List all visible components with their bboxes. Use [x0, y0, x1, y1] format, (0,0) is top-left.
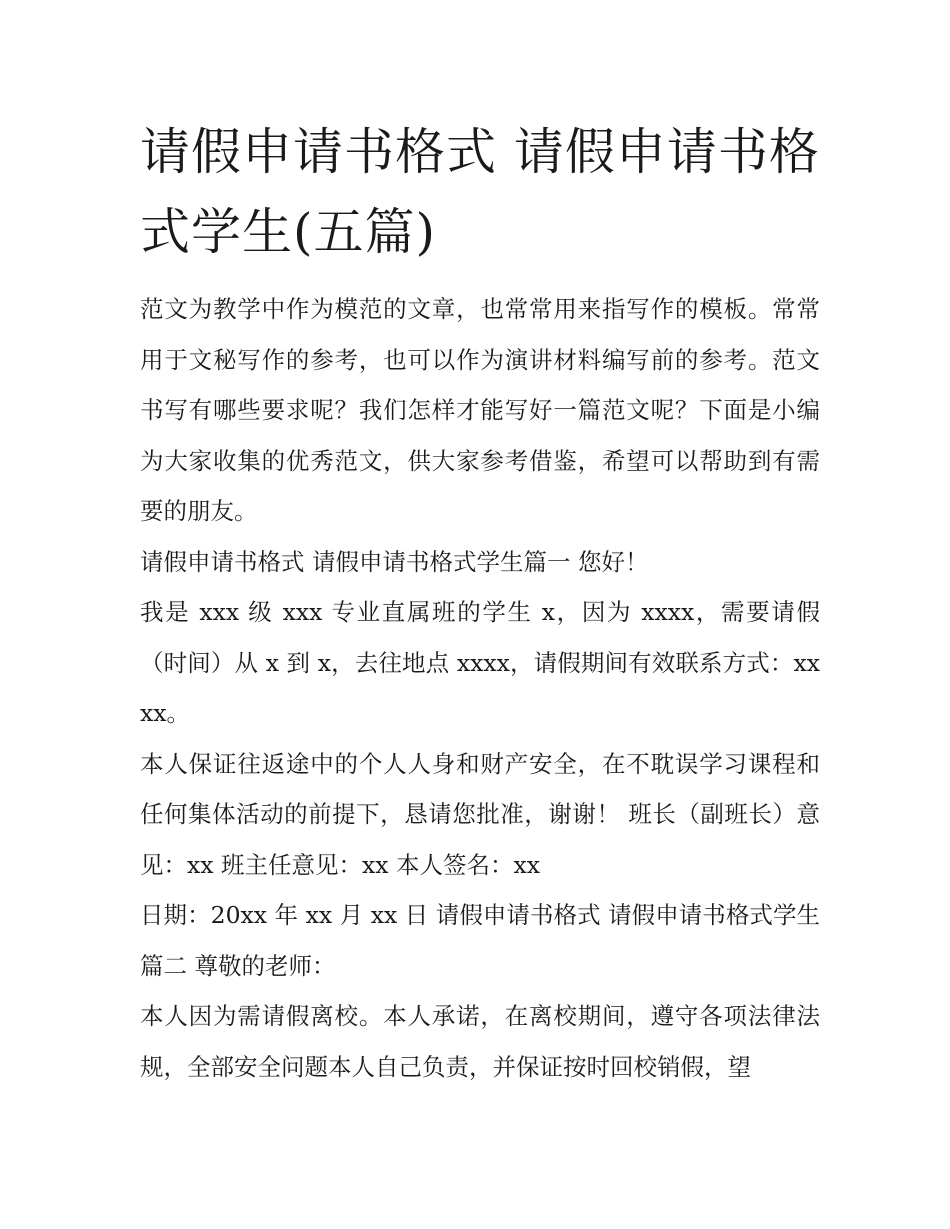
paragraph-leave-promise: 本人因为需请假离校。本人承诺，在离校期间，遵守各项法律法规，全部安全问题本人自己负责，并保证按时回校销假，望: [140, 1002, 820, 1081]
paragraph-section-one-heading: 请假申请书格式 请假申请书格式学生篇一 您好！: [140, 547, 649, 576]
paragraph-request: 我是 xxx 级 xxx 专业直属班的学生 x，因为 xxxx，需要请假（时间）从 x 到 x，去往地点 xxxx，请假期间有效联系方式：xxxx。: [140, 598, 820, 727]
paragraph-intro: 范文为教学中作为模范的文章，也常常用来指写作的模板。常常用于文秘写作的参考，也可以作为演讲材料编写前的参考。范文书写有哪些要求呢？我们怎样才能写好一篇范文呢？下面是小编为大家收集的优秀范文，供大家参考借鉴，希望可以帮助到有需要的朋友。: [140, 295, 820, 525]
paragraph-date-section-two: 日期：20xx 年 xx 月 xx 日 请假申请书格式 请假申请书格式学生篇二 尊敬的老师：: [140, 901, 820, 980]
document-page: [140, 112, 820, 1092]
document-title: 请假申请书格式 请假申请书格式学生(五篇): [140, 123, 820, 261]
paragraph-guarantee: 本人保证往返途中的个人人身和财产安全，在不耽误学习课程和任何集体活动的前提下，恳请您批准，谢谢！ 班长（副班长）意见：xx 班主任意见：xx 本人签名：xx: [140, 749, 820, 879]
